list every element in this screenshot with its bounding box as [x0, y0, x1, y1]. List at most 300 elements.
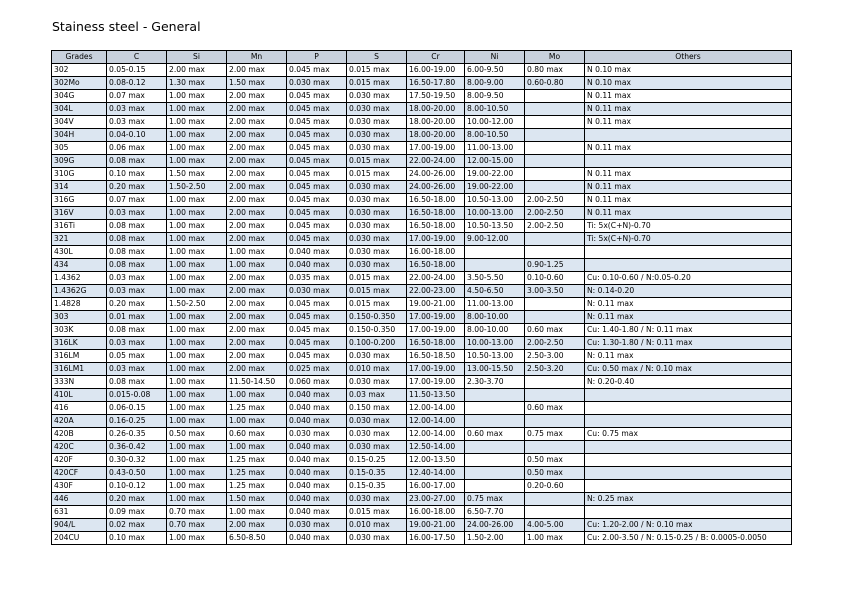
table-cell: 8.00-10.00	[465, 324, 525, 337]
table-cell: 0.045 max	[287, 129, 347, 142]
table-cell: 0.030 max	[347, 532, 407, 545]
table-cell: 0.04-0.10	[107, 129, 167, 142]
table-cell	[465, 454, 525, 467]
grade-cell: 302Mo	[52, 77, 107, 90]
table-cell	[525, 142, 585, 155]
column-header: Si	[167, 51, 227, 64]
table-cell: 0.150 max	[347, 402, 407, 415]
grade-cell: 316Ti	[52, 220, 107, 233]
table-cell: 6.50-8.50	[227, 532, 287, 545]
table-cell: 2.00 max	[167, 64, 227, 77]
grade-cell: 430F	[52, 480, 107, 493]
table-cell: 0.045 max	[287, 142, 347, 155]
table-cell: 1.00 max	[167, 454, 227, 467]
table-cell: 16.00-17.50	[407, 532, 465, 545]
table-cell: 1.00 max	[227, 246, 287, 259]
table-cell: 1.50-2.00	[465, 532, 525, 545]
table-cell: 0.060 max	[287, 376, 347, 389]
grade-cell: 304H	[52, 129, 107, 142]
table-header-row	[52, 51, 792, 64]
table-cell: 8.00-9.00	[465, 77, 525, 90]
table-cell: 0.015 max	[347, 272, 407, 285]
table-cell: 12.00-15.00	[465, 155, 525, 168]
table-row	[52, 129, 792, 142]
table-cell: 1.00 max	[525, 532, 585, 545]
table-cell: 1.50-2.50	[167, 298, 227, 311]
table-cell: 1.50-2.50	[167, 181, 227, 194]
table-cell: 16.50-18.00	[407, 207, 465, 220]
table-cell	[585, 246, 792, 259]
table-cell: N 0.11 max	[585, 194, 792, 207]
table-row	[52, 402, 792, 415]
table-cell: 1.00 max	[167, 363, 227, 376]
table-cell: 1.00 max	[167, 324, 227, 337]
table-cell: Cu: 0.50 max / N: 0.10 max	[585, 363, 792, 376]
table-cell: 0.030 max	[347, 220, 407, 233]
table-cell: 0.01 max	[107, 311, 167, 324]
table-row	[52, 493, 792, 506]
table-cell: 0.015 max	[347, 285, 407, 298]
grade-cell: 420CF	[52, 467, 107, 480]
table-cell: 19.00-22.00	[465, 181, 525, 194]
table-cell: 13.00-15.50	[465, 363, 525, 376]
table-cell: 16.00-17.00	[407, 480, 465, 493]
table-cell: 0.100-0.200	[347, 337, 407, 350]
table-cell: 0.07 max	[107, 194, 167, 207]
table-row	[52, 90, 792, 103]
table-cell: 2.00 max	[227, 207, 287, 220]
table-cell	[465, 415, 525, 428]
table-cell: N 0.11 max	[585, 116, 792, 129]
table-cell: 0.030 max	[347, 116, 407, 129]
table-cell: 10.50-13.50	[465, 220, 525, 233]
table-row	[52, 233, 792, 246]
table-cell: 10.50-13.00	[465, 194, 525, 207]
table-cell: 12.00-14.00	[407, 428, 465, 441]
table-cell: 0.030 max	[347, 415, 407, 428]
table-cell: 1.00 max	[227, 441, 287, 454]
table-cell: 1.00 max	[167, 376, 227, 389]
table-cell: 1.00 max	[167, 233, 227, 246]
table-cell	[525, 493, 585, 506]
table-cell: 1.00 max	[167, 480, 227, 493]
table-cell	[465, 389, 525, 402]
table-body	[52, 64, 792, 545]
table-cell: N 0.11 max	[585, 168, 792, 181]
table-cell: Cu: 1.20-2.00 / N: 0.10 max	[585, 519, 792, 532]
table-cell: 0.150-0.350	[347, 324, 407, 337]
table-cell: 17.50-19.50	[407, 90, 465, 103]
table-cell: 0.70 max	[167, 519, 227, 532]
table-cell: 2.00 max	[227, 194, 287, 207]
table-cell: 0.50 max	[167, 428, 227, 441]
table-cell: 9.00-12.00	[465, 233, 525, 246]
column-header: S	[347, 51, 407, 64]
table-cell: Cu: 2.00-3.50 / N: 0.15-0.25 / B: 0.0005-0.0050	[585, 532, 792, 545]
table-cell: 0.08 max	[107, 259, 167, 272]
table-cell: 1.00 max	[167, 272, 227, 285]
table-row	[52, 428, 792, 441]
table-cell: 12.50-14.00	[407, 441, 465, 454]
table-cell	[525, 298, 585, 311]
table-cell: 2.00 max	[227, 285, 287, 298]
table-cell: 0.20 max	[107, 181, 167, 194]
grade-cell: 304L	[52, 103, 107, 116]
table-cell: 0.015 max	[347, 77, 407, 90]
table-cell: 1.00 max	[167, 350, 227, 363]
table-cell: 0.50 max	[525, 467, 585, 480]
table-cell: 0.10-0.12	[107, 480, 167, 493]
grade-cell: 430L	[52, 246, 107, 259]
table-cell: 0.025 max	[287, 363, 347, 376]
table-cell: 0.75 max	[465, 493, 525, 506]
table-cell: 3.00-3.50	[525, 285, 585, 298]
page-title: Stainess steel - General	[52, 19, 201, 34]
table-cell	[525, 389, 585, 402]
table-cell: N 0.10 max	[585, 77, 792, 90]
table-cell: 8.00-10.50	[465, 103, 525, 116]
table-cell: 0.045 max	[287, 181, 347, 194]
table-cell: 0.30-0.32	[107, 454, 167, 467]
table-cell: 0.20 max	[107, 493, 167, 506]
table-cell	[465, 441, 525, 454]
table-cell: 16.50-18.00	[407, 194, 465, 207]
table-cell: 0.09 max	[107, 506, 167, 519]
table-cell: 0.16-0.25	[107, 415, 167, 428]
table-cell: 0.015-0.08	[107, 389, 167, 402]
table-cell: 1.00 max	[167, 129, 227, 142]
table-cell	[525, 168, 585, 181]
table-cell: Cu: 1.40-1.80 / N: 0.11 max	[585, 324, 792, 337]
table-cell	[585, 259, 792, 272]
table-cell: 1.00 max	[227, 506, 287, 519]
table-row	[52, 311, 792, 324]
table-cell: 0.03 max	[107, 103, 167, 116]
table-row	[52, 246, 792, 259]
table-cell: 1.30 max	[167, 77, 227, 90]
table-row	[52, 77, 792, 90]
table-cell: 0.10 max	[107, 168, 167, 181]
grade-cell: 1.4362G	[52, 285, 107, 298]
table-cell: 1.00 max	[167, 467, 227, 480]
table-cell: 2.00 max	[227, 129, 287, 142]
table-cell: 2.00 max	[227, 103, 287, 116]
table-row	[52, 519, 792, 532]
table-cell: 0.150-0.350	[347, 311, 407, 324]
table-cell: 1.00 max	[227, 415, 287, 428]
table-cell	[585, 415, 792, 428]
table-cell: 0.030 max	[347, 428, 407, 441]
table-row	[52, 64, 792, 77]
table-cell	[525, 233, 585, 246]
table-cell: 1.00 max	[167, 532, 227, 545]
table-cell: 8.00-9.50	[465, 90, 525, 103]
grade-cell: 316G	[52, 194, 107, 207]
table-cell: 0.08 max	[107, 220, 167, 233]
grade-cell: 316LM1	[52, 363, 107, 376]
table-cell: 0.045 max	[287, 220, 347, 233]
table-cell: 0.040 max	[287, 454, 347, 467]
table-cell: 0.040 max	[287, 389, 347, 402]
table-cell: 1.00 max	[167, 90, 227, 103]
table-cell: 0.50 max	[525, 454, 585, 467]
table-cell: 2.00 max	[227, 311, 287, 324]
table-cell: 1.00 max	[227, 389, 287, 402]
table-row	[52, 155, 792, 168]
table-cell: 24.00-26.00	[465, 519, 525, 532]
table-cell: 0.045 max	[287, 194, 347, 207]
grade-cell: 304G	[52, 90, 107, 103]
table-cell: 22.00-23.00	[407, 285, 465, 298]
table-cell: 0.040 max	[287, 441, 347, 454]
table-cell: 0.06-0.15	[107, 402, 167, 415]
table-cell	[585, 155, 792, 168]
table-cell: 0.08-0.12	[107, 77, 167, 90]
table-cell: 1.25 max	[227, 402, 287, 415]
table-cell: 12.00-14.00	[407, 415, 465, 428]
table-cell: 8.00-10.00	[465, 311, 525, 324]
table-cell: 2.00 max	[227, 324, 287, 337]
table-cell: 0.040 max	[287, 259, 347, 272]
table-cell: 1.00 max	[167, 311, 227, 324]
grade-cell: 631	[52, 506, 107, 519]
table-cell: 3.50-5.50	[465, 272, 525, 285]
table-cell: N 0.11 max	[585, 142, 792, 155]
table-cell: 0.045 max	[287, 116, 347, 129]
table-cell: N: 0.11 max	[585, 350, 792, 363]
table-cell: 17.00-19.00	[407, 142, 465, 155]
table-row	[52, 142, 792, 155]
table-cell: 1.00 max	[167, 337, 227, 350]
table-cell: Cu: 1.30-1.80 / N: 0.11 max	[585, 337, 792, 350]
table-cell: N 0.11 max	[585, 103, 792, 116]
table-cell: Ti: 5x(C+N)-0.70	[585, 220, 792, 233]
table-cell: 0.040 max	[287, 415, 347, 428]
table-cell: 2.50-3.20	[525, 363, 585, 376]
table-cell: 2.00-2.50	[525, 207, 585, 220]
table-cell: 0.08 max	[107, 324, 167, 337]
table-cell: 0.20-0.60	[525, 480, 585, 493]
grade-cell: 303K	[52, 324, 107, 337]
table-cell: 1.00 max	[167, 142, 227, 155]
table-cell: 2.00 max	[227, 116, 287, 129]
grade-cell: 321	[52, 233, 107, 246]
table-cell: N 0.11 max	[585, 207, 792, 220]
table-cell: 0.15-0.25	[347, 454, 407, 467]
column-header: Mo	[525, 51, 585, 64]
table-cell	[585, 467, 792, 480]
table-cell: 12.40-14.00	[407, 467, 465, 480]
table-cell: 2.00 max	[227, 142, 287, 155]
table-cell: 2.00-2.50	[525, 220, 585, 233]
table-cell: 0.040 max	[287, 493, 347, 506]
table-cell: 19.00-21.00	[407, 298, 465, 311]
table-row	[52, 454, 792, 467]
table-cell: 2.00 max	[227, 233, 287, 246]
table-cell: 0.08 max	[107, 376, 167, 389]
table-cell: 0.08 max	[107, 233, 167, 246]
table-cell	[525, 181, 585, 194]
table-row	[52, 480, 792, 493]
table-cell: 11.50-13.50	[407, 389, 465, 402]
table-cell: 18.00-20.00	[407, 129, 465, 142]
table-row	[52, 415, 792, 428]
table-cell: 2.00 max	[227, 220, 287, 233]
table-cell: 1.00 max	[167, 259, 227, 272]
table-cell: 1.00 max	[167, 207, 227, 220]
table-cell	[585, 506, 792, 519]
table-cell: 0.045 max	[287, 64, 347, 77]
table-cell: 0.045 max	[287, 207, 347, 220]
table-cell: N: 0.25 max	[585, 493, 792, 506]
table-cell: 0.030 max	[287, 519, 347, 532]
table-cell: 2.00 max	[227, 363, 287, 376]
grade-cell: 316LK	[52, 337, 107, 350]
table-row	[52, 298, 792, 311]
table-cell	[525, 129, 585, 142]
stainless-steel-table	[51, 50, 792, 545]
table-row	[52, 389, 792, 402]
table-cell: 10.50-13.00	[465, 350, 525, 363]
table-cell	[525, 246, 585, 259]
table-cell: Cu: 0.75 max	[585, 428, 792, 441]
table-cell: 4.00-5.00	[525, 519, 585, 532]
table-cell: 1.00 max	[167, 246, 227, 259]
table-cell: 2.50-3.00	[525, 350, 585, 363]
table-cell: 17.00-19.00	[407, 363, 465, 376]
table-row	[52, 337, 792, 350]
table-cell: 1.25 max	[227, 480, 287, 493]
table-cell: 16.50-18.00	[407, 259, 465, 272]
grade-cell: 316LM	[52, 350, 107, 363]
table-cell: 16.50-17.80	[407, 77, 465, 90]
table-cell: 0.60 max	[465, 428, 525, 441]
table-row	[52, 220, 792, 233]
table-cell: 17.00-19.00	[407, 324, 465, 337]
table-cell: 4.50-6.50	[465, 285, 525, 298]
table-cell	[465, 402, 525, 415]
table-cell: 0.040 max	[287, 402, 347, 415]
column-header: C	[107, 51, 167, 64]
table-cell: 2.00-2.50	[525, 337, 585, 350]
table-cell: 0.08 max	[107, 155, 167, 168]
table-cell: 0.040 max	[287, 506, 347, 519]
table-cell: 8.00-10.50	[465, 129, 525, 142]
table-cell: 1.25 max	[227, 467, 287, 480]
table-cell: 0.015 max	[347, 64, 407, 77]
table-cell: 0.75 max	[525, 428, 585, 441]
table-cell	[585, 402, 792, 415]
table-cell	[585, 454, 792, 467]
table-cell: 0.035 max	[287, 272, 347, 285]
table-cell: 1.00 max	[167, 285, 227, 298]
column-header: Others	[585, 51, 792, 64]
table-cell: 0.05 max	[107, 350, 167, 363]
table-cell: N 0.11 max	[585, 90, 792, 103]
table-cell: 0.030 max	[347, 441, 407, 454]
table-cell	[525, 441, 585, 454]
table-row	[52, 506, 792, 519]
table-row	[52, 324, 792, 337]
table-cell: 10.00-13.00	[465, 337, 525, 350]
table-cell	[585, 389, 792, 402]
table-cell	[465, 480, 525, 493]
table-cell: 10.00-13.00	[465, 207, 525, 220]
table-cell: 0.040 max	[287, 480, 347, 493]
table-cell: 2.00-2.50	[525, 194, 585, 207]
table-cell: 2.00 max	[227, 168, 287, 181]
table-cell: 2.00 max	[227, 155, 287, 168]
table-cell: 1.00 max	[167, 389, 227, 402]
table-cell: 1.00 max	[167, 194, 227, 207]
table-cell: 1.00 max	[167, 402, 227, 415]
grade-cell: 204CU	[52, 532, 107, 545]
table-cell: 16.00-19.00	[407, 64, 465, 77]
table-cell: 0.045 max	[287, 324, 347, 337]
column-header: Mn	[227, 51, 287, 64]
grade-cell: 333N	[52, 376, 107, 389]
grade-cell: 1.4362	[52, 272, 107, 285]
table-cell	[525, 376, 585, 389]
table-cell: 0.030 max	[287, 428, 347, 441]
table-cell: 0.015 max	[347, 506, 407, 519]
grade-cell: 420A	[52, 415, 107, 428]
table-cell: 0.030 max	[347, 90, 407, 103]
table-cell	[525, 116, 585, 129]
table-row	[52, 116, 792, 129]
table-cell: 0.030 max	[347, 350, 407, 363]
table-cell: 0.60 max	[525, 324, 585, 337]
grade-cell: 446	[52, 493, 107, 506]
table-cell: 0.030 max	[347, 259, 407, 272]
table-cell: 0.045 max	[287, 311, 347, 324]
table-cell: 17.00-19.00	[407, 233, 465, 246]
table-cell: 0.015 max	[347, 298, 407, 311]
table-cell: 0.15-0.35	[347, 467, 407, 480]
table-cell: 16.50-18.00	[407, 337, 465, 350]
table-cell: 0.030 max	[347, 376, 407, 389]
table-cell: 24.00-26.00	[407, 181, 465, 194]
table-cell	[525, 506, 585, 519]
table-cell: 17.00-19.00	[407, 311, 465, 324]
table-row	[52, 259, 792, 272]
table-row	[52, 103, 792, 116]
table-cell: 1.00 max	[167, 441, 227, 454]
table-row	[52, 207, 792, 220]
table-cell: 2.00 max	[227, 64, 287, 77]
table-cell	[525, 103, 585, 116]
table-cell: 19.00-21.00	[407, 519, 465, 532]
table-row	[52, 363, 792, 376]
table-cell: 22.00-24.00	[407, 272, 465, 285]
table-cell: 12.00-13.50	[407, 454, 465, 467]
grade-cell: 316V	[52, 207, 107, 220]
table-cell: 24.00-26.00	[407, 168, 465, 181]
table-cell: 0.045 max	[287, 168, 347, 181]
table-row	[52, 532, 792, 545]
table-cell: 0.045 max	[287, 337, 347, 350]
table-cell: 16.50-18.50	[407, 350, 465, 363]
table-cell: 16.00-18.00	[407, 246, 465, 259]
table-cell	[585, 129, 792, 142]
grade-cell: 1.4828	[52, 298, 107, 311]
grade-cell: 305	[52, 142, 107, 155]
table-cell: 0.040 max	[287, 246, 347, 259]
table-cell: N 0.10 max	[585, 64, 792, 77]
column-header: Grades	[52, 51, 107, 64]
table-row	[52, 181, 792, 194]
table-cell: 16.50-18.00	[407, 220, 465, 233]
